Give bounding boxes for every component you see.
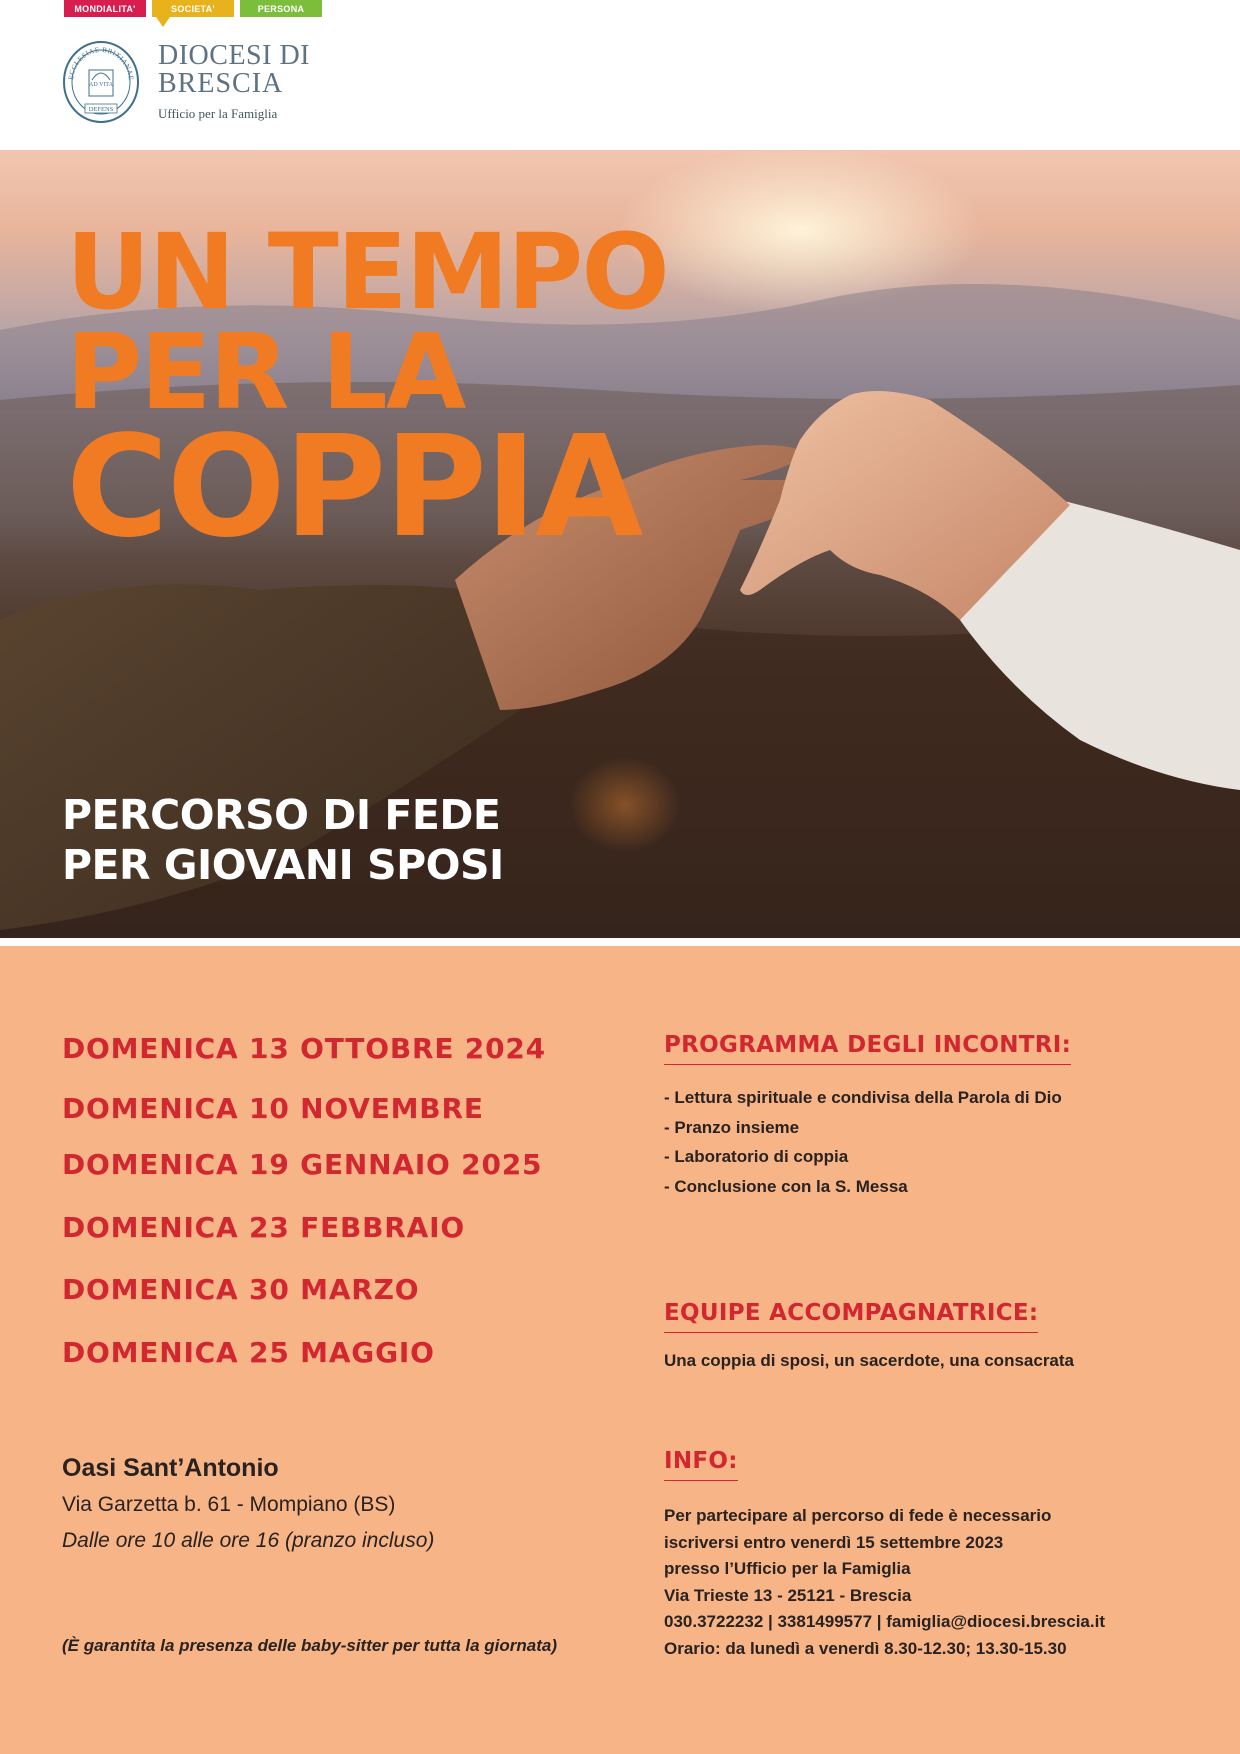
diocese-seal-icon — [62, 40, 140, 124]
tab-societa[interactable]: SOCIETA' — [152, 0, 234, 17]
info-line: iscriversi entro venerdì 15 settembre 2023 — [664, 1532, 1004, 1552]
date-item: DOMENICA 23 FEBBRAIO — [62, 1211, 465, 1244]
equipe-title: EQUIPE ACCOMPAGNATRICE: — [664, 1300, 1038, 1333]
programma-title: PROGRAMMA DEGLI INCONTRI: — [664, 1032, 1071, 1065]
info-line: Per partecipare al percorso di fede è necessario — [664, 1506, 1052, 1525]
date-item: DOMENICA 10 NOVEMBRE — [62, 1092, 484, 1125]
seal-text-bottom: DEFENS — [88, 106, 114, 113]
logo-line-ufficio: Ufficio per la Famiglia — [158, 106, 278, 121]
hero-title-line-1: UN TEMPO — [66, 211, 668, 333]
hero-title-line-2: PER LA — [66, 311, 465, 433]
hero-title-line-3: COPPIA — [66, 406, 642, 569]
venue-name: Oasi Sant’Antonio — [62, 1454, 279, 1482]
seal-text-top: ECCLESIAE BRIXIANAE — [67, 45, 136, 81]
tab-mondialita[interactable]: MONDIALITA' — [64, 0, 146, 17]
logo-line-diocesi: DIOCESI DI — [158, 40, 310, 71]
info-contact-line[interactable]: 030.3722232 | 3381499577 | famiglia@diocesi.brescia.it — [664, 1612, 1105, 1631]
hero-subtitle — [62, 790, 504, 890]
equipe-text: Una coppia di sposi, un sacerdote, una consacrata — [664, 1351, 1075, 1370]
seal-text-mid: AD VITA — [89, 82, 113, 88]
info-panel — [0, 946, 1240, 1754]
venue-hours: Dalle ore 10 alle ore 16 (pranzo incluso) — [62, 1529, 435, 1552]
date-item: DOMENICA 25 MAGGIO — [62, 1336, 435, 1369]
date-item: DOMENICA 30 MARZO — [62, 1273, 420, 1306]
venue-address: Via Garzetta b. 61 - Mompiano (BS) — [62, 1493, 396, 1516]
list-item: - Conclusione con la S. Messa — [664, 1176, 908, 1196]
info-section — [664, 1448, 1105, 1662]
date-item: DOMENICA 13 OTTOBRE 2024 — [62, 1032, 546, 1065]
tab-persona[interactable]: PERSONA — [240, 0, 322, 17]
programma-list — [664, 1083, 1071, 1201]
babysitter-note: (È garantita la presenza delle baby-sitter per tutta la giornata) — [62, 1636, 558, 1655]
category-tabs — [64, 0, 322, 17]
list-item: - Laboratorio di coppia — [664, 1147, 849, 1166]
programma-section — [664, 1032, 1071, 1201]
hero-title — [66, 211, 668, 569]
logo-line-brescia: BRESCIA — [158, 68, 284, 99]
info-line: Via Trieste 13 - 25121 - Brescia — [664, 1585, 912, 1605]
equipe-section — [664, 1300, 1074, 1371]
list-item: - Pranzo insieme — [664, 1117, 800, 1137]
info-lines — [664, 1503, 1105, 1662]
info-line: Orario: da lunedì a venerdì 8.30-12.30; 13.30-15.30 — [664, 1638, 1067, 1658]
info-title: INFO: — [664, 1448, 738, 1481]
list-item: - Lettura spirituale e condivisa della Parola di Dio — [664, 1088, 1062, 1107]
hero-subtitle-line-1: PERCORSO DI FEDE — [62, 791, 501, 839]
info-line: presso l’Ufficio per la Famiglia — [664, 1559, 911, 1578]
date-item: DOMENICA 19 GENNAIO 2025 — [62, 1148, 543, 1181]
diocese-logo — [62, 40, 310, 124]
hero-subtitle-line-2: PER GIOVANI SPOSI — [62, 841, 504, 889]
venue-block — [62, 1454, 434, 1553]
hero-banner — [0, 150, 1240, 938]
